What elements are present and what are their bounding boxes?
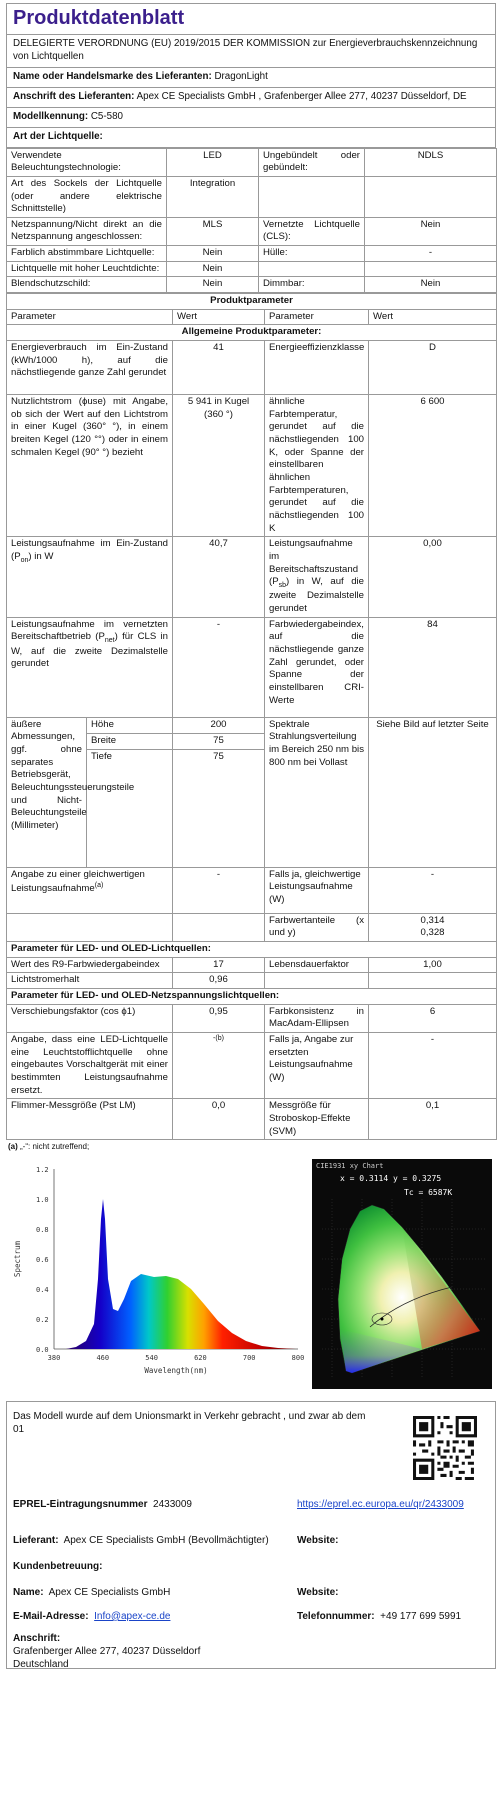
table-row xyxy=(7,341,497,395)
table-row xyxy=(7,246,497,262)
table-cell: 0,96 xyxy=(173,973,265,989)
table-cell xyxy=(259,261,365,277)
text-fragment: ) in W, auf die zweite Dezimalstelle gerundet xyxy=(269,576,364,615)
cie-header: CIE1931 xy Chart xyxy=(316,1161,384,1170)
table-cell xyxy=(7,617,173,717)
col-header: Wert xyxy=(173,309,265,325)
table-cell: - xyxy=(365,246,497,262)
col-header: Wert xyxy=(369,309,497,325)
eprel-link[interactable] xyxy=(297,1498,473,1511)
table-row xyxy=(7,277,497,293)
table-cell: Nein xyxy=(365,217,497,245)
table-cell: 0,95 xyxy=(173,1004,265,1032)
phone-value: +49 177 699 5991 xyxy=(380,1610,462,1622)
y-tick-label: 0.2 xyxy=(36,1315,49,1324)
lightsource-label: Art der Lichtquelle: xyxy=(13,130,103,142)
table-cell: Verschiebungsfaktor (cos ϕ1) xyxy=(7,1004,173,1032)
table-cell xyxy=(259,176,365,217)
table-row xyxy=(7,1099,497,1140)
regulation-text: DELEGIERTE VERORDNUNG (EU) 2019/2015 DER KOMMISSION zur Energieverbrauchskennzeichnung von Lichtquellen xyxy=(6,35,496,68)
general-title: Allgemeine Produktparameter: xyxy=(7,325,497,341)
table-cell: Dimmbar: xyxy=(259,277,365,293)
table-cell: Farbwiedergabeindex, auf die nächstliegende ganze Zahl gerundet, oder Spanne der einstellbaren CRI-Werte xyxy=(265,617,369,717)
measurement-point xyxy=(381,1317,384,1320)
table-cell: Falls ja, gleichwertige Leistungsaufnahme (W) xyxy=(265,867,369,913)
spectrum-plot xyxy=(6,1159,306,1389)
table-cell: Energieeffizienzklasse xyxy=(265,341,369,395)
table-cell: Spektrale Strahlungsverteilung im Bereich 250 nm bis 800 nm bei Vollast xyxy=(265,717,369,867)
text-fragment: Leistungsaufnahme im Ein-Zustand (P xyxy=(11,538,168,562)
table-cell: Höhe xyxy=(87,717,173,733)
figures-row xyxy=(6,1157,496,1389)
y-tick-label: 1.0 xyxy=(36,1195,49,1204)
eprel-value: 2433009 xyxy=(153,1498,192,1510)
table-cell xyxy=(265,537,369,617)
table-cell: Ungebündelt oder gebündelt: xyxy=(259,148,365,176)
table-row xyxy=(7,1004,497,1032)
table-cell: Hülle: xyxy=(259,246,365,262)
y-tick-label: 0.0 xyxy=(36,1345,49,1354)
product-parameters-table xyxy=(6,293,497,1140)
text-fragment: Angabe zu einer gleichwertigen Leistungsaufnahme xyxy=(11,868,145,895)
table-row xyxy=(7,294,497,310)
table-row xyxy=(7,988,497,1004)
table-cell: Farbkonsistenz in MacAdam-Ellipsen xyxy=(265,1004,369,1032)
footnote-text: „-“: nicht zutreffend; xyxy=(20,1142,90,1152)
website-label-1 xyxy=(297,1534,339,1547)
table-row xyxy=(7,973,497,989)
table-cell xyxy=(7,867,173,913)
table-cell: - xyxy=(369,1032,497,1098)
y-tick-label: 0.8 xyxy=(36,1225,49,1234)
table-cell: - xyxy=(173,617,265,717)
service-heading xyxy=(13,1560,102,1573)
table-cell: Netzspannung/Nicht direkt an die Netzspannung angeschlossen: xyxy=(7,217,167,245)
qr-code-icon xyxy=(413,1416,477,1480)
table-cell: Nein xyxy=(167,246,259,262)
text-fragment: Leistungsaufnahme im vernetzten Bereitschaftbetrieb (P xyxy=(11,618,168,643)
table-cell: Siehe Bild auf letzter Seite xyxy=(369,717,497,867)
table-cell: äußere Abmessungen, ggf. ohne separates Betriebsgerät, Beleuchtungssteuerungsteile und Nicht-Beleuchtungsteile (Millimeter) xyxy=(7,717,87,867)
y-tick-label: 0.6 xyxy=(36,1255,49,1264)
table-cell: ähnliche Farbtemperatur, gerundet auf die nächstliegenden 100 K, oder Spanne der einstellbaren ähnlichen Farbtemperaturen, gerundet auf die nächstliegenden 100 K xyxy=(265,395,369,537)
table-cell: 6 xyxy=(369,1004,497,1032)
table-cell: -(b) xyxy=(173,1032,265,1098)
email-label: E-Mail-Adresse: xyxy=(13,1610,89,1622)
table-cell: Energieverbrauch im Ein-Zustand (kWh/1000 h), auf die nächstliegende ganze Zahl gerundet xyxy=(7,341,173,395)
address-bottom xyxy=(13,1632,200,1672)
col-header: Parameter xyxy=(265,309,369,325)
text-fragment: ) in W xyxy=(28,550,54,562)
table-row xyxy=(7,325,497,341)
table-cell: 6 600 xyxy=(369,395,497,537)
table-cell: 17 xyxy=(173,957,265,973)
text-fragment: on xyxy=(20,556,29,564)
x-tick-label: 700 xyxy=(242,1353,256,1362)
table-row xyxy=(7,261,497,277)
chroma-x: 0,314 xyxy=(420,914,445,926)
supplier-label: Name oder Handelsmarke des Lieferanten: xyxy=(13,70,212,82)
footnote xyxy=(6,1140,496,1157)
y-axis-label: Spectrum xyxy=(13,1240,22,1277)
text-fragment: net xyxy=(104,637,115,645)
text-fragment: (a) xyxy=(94,882,104,890)
text-fragment: Leistungsaufnahme im Bereitschaftszustand (P xyxy=(269,538,359,588)
supplier-bottom-value: Apex CE Specialists GmbH (Bevollmächtigter) xyxy=(63,1534,269,1546)
table-cell: 0,1 xyxy=(369,1099,497,1140)
eprel-row xyxy=(13,1498,192,1511)
table-cell: Falls ja, Angabe zur ersetzten Leistungsaufnahme (W) xyxy=(265,1032,369,1098)
eprel-label: EPREL-Eintragungsnummer xyxy=(13,1498,148,1510)
table-cell: Nein xyxy=(167,261,259,277)
table-cell: 200 xyxy=(173,717,265,733)
table-cell: 75 xyxy=(173,733,265,749)
x-tick-label: 540 xyxy=(145,1353,158,1362)
table-cell xyxy=(265,973,369,989)
table-cell: Farbwertanteile (x und y) xyxy=(265,913,369,941)
table-cell: Farblich abstimmbare Lichtquelle: xyxy=(7,246,167,262)
lightsource-row xyxy=(6,128,496,148)
table-cell: Angabe, dass eine LED-Lichtquelle eine Leuchtstofflichtquelle ohne eingebautes Vorschaltgerät mit einer bestimmten Leistungsaufnahme ersetzt. xyxy=(7,1032,173,1098)
service-label: Kundenbetreuung: xyxy=(13,1560,103,1572)
table-cell: Lichtquelle mit hoher Leuchtdichte: xyxy=(7,261,167,277)
address-line-2: Deutschland xyxy=(13,1659,69,1671)
table-cell: 0,0 xyxy=(173,1099,265,1140)
market-text: Das Modell wurde auf dem Unionsmarkt in Verkehr gebracht , und zwar ab dem 01 xyxy=(13,1410,366,1435)
table-cell: Lichtstromerhalt xyxy=(7,973,173,989)
phone-row xyxy=(297,1610,461,1623)
table-cell: 41 xyxy=(173,341,265,395)
supplier-value: DragonLight xyxy=(214,70,268,82)
text-fragment: sb xyxy=(278,582,286,590)
table-cell: 0,00 xyxy=(369,537,497,617)
table-cell: Verwendete Beleuchtungstechnologie: xyxy=(7,148,167,176)
phone-label: Telefonnummer: xyxy=(297,1610,375,1622)
table-cell: MLS xyxy=(167,217,259,245)
chroma-y: 0,328 xyxy=(420,927,445,939)
address-bottom-label: Anschrift: xyxy=(13,1632,61,1644)
table-cell: 84 xyxy=(369,617,497,717)
table-row xyxy=(7,309,497,325)
table-row xyxy=(7,1032,497,1098)
table-row xyxy=(7,717,497,733)
cie-tc: Tc = 6587K xyxy=(404,1187,453,1197)
table-cell: Flimmer-Messgröße (Pst LM) xyxy=(7,1099,173,1140)
table-cell: NDLS xyxy=(365,148,497,176)
website-label-text: Website: xyxy=(297,1534,339,1546)
datasheet-page xyxy=(6,3,496,1669)
supplier-bottom-label: Lieferant: xyxy=(13,1534,59,1546)
model-row xyxy=(6,108,496,128)
table-cell xyxy=(365,176,497,217)
table-cell xyxy=(369,973,497,989)
name-row xyxy=(13,1586,170,1599)
table-row xyxy=(7,217,497,245)
table-cell xyxy=(7,537,173,617)
led-section-title: Parameter für LED- und OLED-Lichtquellen: xyxy=(7,942,497,958)
table-cell: Nein xyxy=(167,277,259,293)
x-tick-label: 460 xyxy=(96,1353,110,1362)
cie-chart xyxy=(312,1159,492,1389)
table-row xyxy=(7,942,497,958)
name-label: Name: xyxy=(13,1586,44,1598)
x-tick-label: 380 xyxy=(47,1353,61,1362)
eprel-link-text[interactable]: https://eprel.ec.europa.eu/qr/2433009 xyxy=(297,1498,464,1510)
table-cell: Blendschutzschild: xyxy=(7,277,167,293)
table-cell: LED xyxy=(167,148,259,176)
name-value: Apex CE Specialists GmbH xyxy=(48,1586,171,1598)
title-box xyxy=(6,3,496,35)
address-line-1: Grafenberger Allee 277, 40237 Düsseldorf xyxy=(13,1645,201,1657)
x-tick-label: 620 xyxy=(194,1353,207,1362)
mains-section-title: Parameter für LED- und OLED-Netzspannungslichtquellen: xyxy=(7,988,497,1004)
table-cell: Messgröße für Stroboskop-Effekte (SVM) xyxy=(265,1099,369,1140)
table-cell xyxy=(7,913,173,941)
table-row xyxy=(7,957,497,973)
cie-readout: x = 0.3114 y = 0.3275 xyxy=(340,1173,442,1183)
footnote-mark: (a) xyxy=(8,1142,18,1152)
text-fragment: ) für CLS in W, auf die zweite Dezimalstelle gerundet xyxy=(11,631,168,670)
lightsource-type-table xyxy=(6,148,497,294)
table-row xyxy=(7,537,497,617)
col-header: Parameter xyxy=(7,309,173,325)
table-cell: - xyxy=(369,867,497,913)
y-tick-label: 1.2 xyxy=(36,1165,49,1174)
supplier-bottom-row xyxy=(13,1534,269,1547)
email-link[interactable]: Info@apex-ce.de xyxy=(94,1610,171,1622)
table-cell: Nutzlichtstrom (ϕuse) mit Angabe, ob sich der Wert auf den Lichtstrom in einer Kugel (360° °), in einem breiten Kegel (120 °°) oder in einem schmalen Kegel (90° °) bezieht xyxy=(7,395,173,537)
table-cell: Tiefe xyxy=(87,749,173,867)
address-label: Anschrift des Lieferanten: xyxy=(13,90,135,102)
x-axis-label: Wavelength(nm) xyxy=(144,1365,208,1375)
bottom-info-box xyxy=(6,1401,496,1669)
table-cell: 40,7 xyxy=(173,537,265,617)
params-title: Produktparameter xyxy=(7,294,497,310)
table-cell: 75 xyxy=(173,749,265,867)
table-cell: Lebensdauerfaktor xyxy=(265,957,369,973)
table-cell xyxy=(369,913,497,941)
table-cell: - xyxy=(173,867,265,913)
table-cell xyxy=(365,261,497,277)
supplier-row xyxy=(6,68,496,88)
table-cell: Nein xyxy=(365,277,497,293)
model-label: Modellkennung: xyxy=(13,110,89,122)
table-cell: 5 941 in Kugel (360 °) xyxy=(173,395,265,537)
table-cell: Integration xyxy=(167,176,259,217)
table-row xyxy=(7,617,497,717)
website-label-2 xyxy=(297,1586,339,1599)
table-row xyxy=(7,148,497,176)
table-cell: Wert des R9-Farbwiedergabeindex xyxy=(7,957,173,973)
x-tick-label: 800 xyxy=(291,1353,305,1362)
address-row xyxy=(6,88,496,108)
model-value: C5-580 xyxy=(90,110,123,122)
website2-label-text: Website: xyxy=(297,1586,339,1598)
page-title: Produktdatenblatt xyxy=(13,7,185,29)
address-value: Apex CE Specialists GmbH , Grafenberger Allee 277, 40237 Düsseldorf, DE xyxy=(136,90,467,102)
table-row xyxy=(7,395,497,537)
table-cell: Breite xyxy=(87,733,173,749)
table-row xyxy=(7,867,497,913)
email-row xyxy=(13,1610,170,1623)
table-cell: Art des Sockels der Lichtquelle (oder andere elektrische Schnittstelle) xyxy=(7,176,167,217)
table-cell: 1,00 xyxy=(369,957,497,973)
table-row xyxy=(7,913,497,941)
table-cell: Vernetzte Lichtquelle (CLS): xyxy=(259,217,365,245)
table-cell: D xyxy=(369,341,497,395)
y-tick-label: 0.4 xyxy=(36,1285,49,1294)
table-cell xyxy=(173,913,265,941)
table-row xyxy=(7,176,497,217)
